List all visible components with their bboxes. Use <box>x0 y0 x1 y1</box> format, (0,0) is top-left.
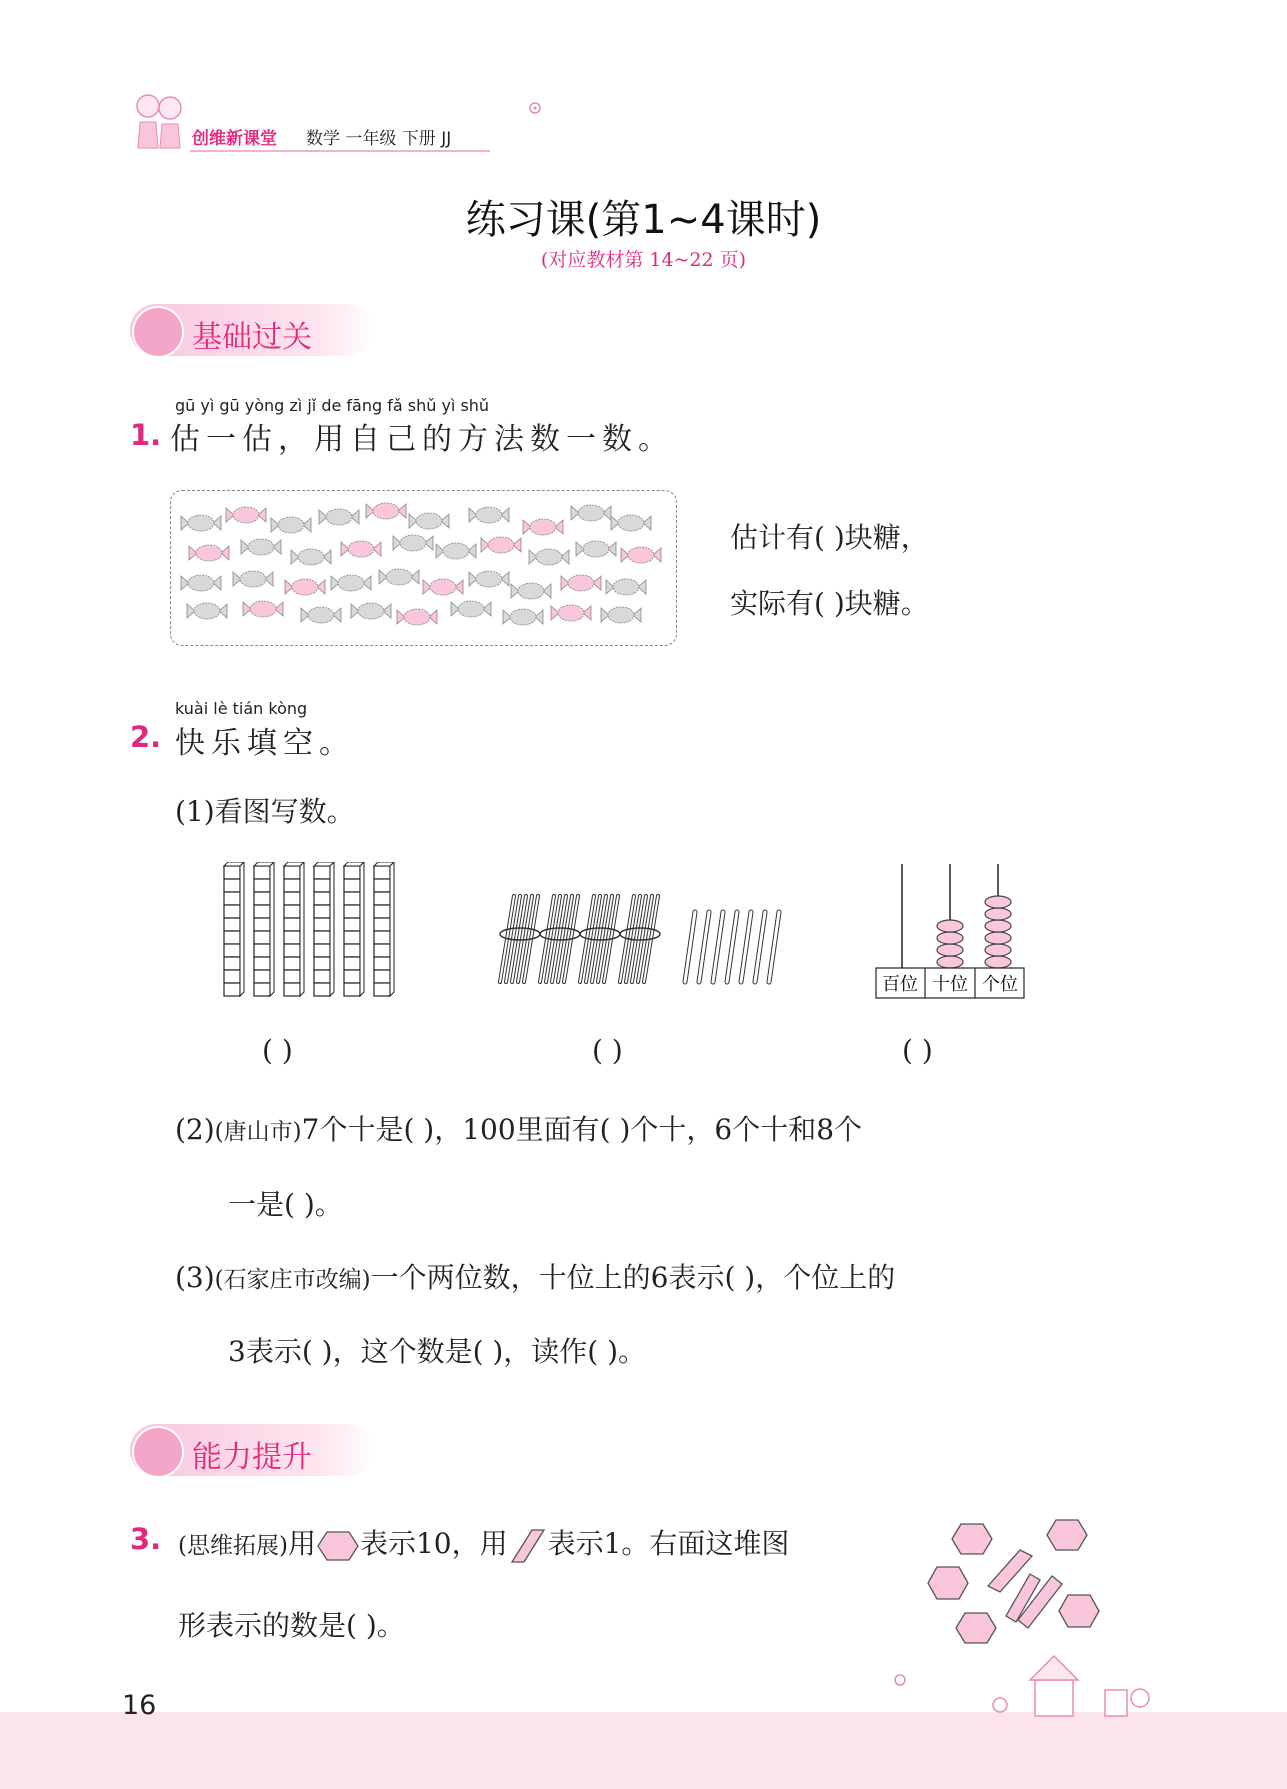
q2-part2-line1 <box>175 1108 862 1148</box>
candy-icon <box>181 575 221 591</box>
candy-icon <box>571 505 611 521</box>
candy-icon <box>331 575 371 591</box>
single-stick <box>769 912 779 982</box>
answer-blank-abacus: ( ) <box>902 1034 933 1067</box>
q1-estimate: 估计有( )块糖， <box>730 521 929 554</box>
candy-icon <box>481 537 521 553</box>
single-stick <box>741 912 751 982</box>
candy-icon <box>423 579 463 595</box>
abacus-bead <box>985 920 1011 932</box>
candy-icon <box>341 541 381 557</box>
ten-rod <box>254 862 274 996</box>
page-header <box>130 88 490 154</box>
q2-part2-line2: 一是( )。 <box>228 1188 343 1221</box>
candy-icon <box>233 571 273 587</box>
q1-text: 估一估，用自己的方法数一数。 <box>170 422 674 457</box>
candy-icon <box>621 547 661 563</box>
q2-part3-line1 <box>175 1256 895 1296</box>
abacus-label-ones: 个位 <box>982 974 1018 995</box>
q2-part3-text1: 一个两位数，十位上的6表示( )，个位上的 <box>370 1261 896 1294</box>
candy-icon <box>285 579 325 595</box>
candy-icon <box>319 509 359 525</box>
q3-source: (思维拓展) <box>178 1533 288 1559</box>
candy-icon <box>301 607 341 623</box>
candy-icon <box>511 583 551 599</box>
castle-decoration-icon <box>880 1650 1170 1720</box>
candy-icon <box>523 519 563 535</box>
candy-icon <box>351 603 391 619</box>
section-title-advanced: 能力提升 <box>192 1440 312 1475</box>
shape-pile-figure <box>920 1510 1120 1660</box>
answer-blank-bundles: ( ) <box>592 1034 623 1067</box>
candy-picture <box>170 490 677 646</box>
q1-number: 1. <box>130 418 162 452</box>
q2-part2-text1: 7个十是( )，100里面有( )个十，6个十和8个 <box>301 1113 863 1146</box>
candy-icon <box>379 569 419 585</box>
page-subtitle: (对应教材第 14~22 页) <box>540 249 747 271</box>
abacus-bead <box>985 908 1011 920</box>
candy-icon <box>243 601 283 617</box>
q2-part2-source: (唐山市) <box>214 1119 302 1145</box>
kids-logo-icon <box>130 88 190 154</box>
hexagon-shape <box>1047 1520 1087 1550</box>
flower-icon <box>524 98 546 118</box>
candy-icon <box>366 503 406 519</box>
candy-icon <box>181 515 221 531</box>
q2-pinyin: kuài lè tián kòng <box>175 699 308 718</box>
mascot-icon <box>132 306 184 358</box>
stick-bundle <box>500 896 540 982</box>
candy-icon <box>503 609 543 625</box>
candy-icon <box>189 545 229 561</box>
candy-icon <box>601 607 641 623</box>
q3-number: 3. <box>130 1522 162 1556</box>
ten-rods-figure <box>220 862 420 1002</box>
abacus-bead <box>985 932 1011 944</box>
ten-rod <box>344 862 364 996</box>
candy-icon <box>436 543 476 559</box>
q3-text-b: 表示10，用 <box>359 1527 508 1560</box>
q3-line2: 形表示的数是( )。 <box>178 1609 405 1642</box>
q2-part3-prefix: (3) <box>175 1261 215 1294</box>
single-stick <box>699 912 709 982</box>
candy-icon <box>529 549 569 565</box>
candy-icon <box>561 575 601 591</box>
candy-icon <box>271 517 311 533</box>
page-title: 练习课(第1~4课时) <box>465 197 822 243</box>
abacus-figure <box>874 862 1028 1002</box>
q2-text: 快乐填空。 <box>175 726 355 761</box>
section-title-basic: 基础过关 <box>192 320 312 355</box>
hexagon-shape <box>952 1524 992 1554</box>
candy-icon <box>576 541 616 557</box>
q2-part1-label: (1)看图写数。 <box>175 795 355 828</box>
stick-bundle <box>620 896 660 982</box>
book-info: 数学 一年级 下册 JJ <box>306 129 452 149</box>
hexagon-icon <box>316 1529 360 1563</box>
single-stick <box>685 912 695 982</box>
mascot-icon <box>132 1426 184 1478</box>
ten-rod <box>224 862 244 996</box>
candy-icon <box>469 507 509 523</box>
stick-bundle <box>540 896 580 982</box>
q2-number: 2. <box>130 720 162 754</box>
candy-icon <box>226 507 266 523</box>
candy-icon <box>611 515 651 531</box>
q3-line1 <box>178 1522 789 1564</box>
ten-rod <box>374 862 394 996</box>
abacus-bead <box>985 956 1011 968</box>
candy-icon <box>551 605 591 621</box>
q3-text-a: 用 <box>287 1527 316 1560</box>
single-stick <box>713 912 723 982</box>
header-divider <box>190 150 490 152</box>
abacus-bead <box>937 920 963 932</box>
candy-icon <box>291 549 331 565</box>
candy-icon <box>469 571 509 587</box>
q1-pinyin: gū yì gū yòng zì jǐ de fāng fǎ shǔ yì shǔ <box>175 396 490 415</box>
abacus-bead <box>937 932 963 944</box>
candy-icon <box>187 603 227 619</box>
series-name: 创维新课堂 <box>192 129 277 149</box>
candy-icon <box>451 601 491 617</box>
candy-illustration <box>171 491 676 645</box>
stick-bundles-figure <box>490 890 800 1000</box>
abacus-bead <box>985 944 1011 956</box>
parallelogram-icon <box>508 1528 548 1564</box>
answer-blank-rods: ( ) <box>262 1034 293 1067</box>
hexagon-shape <box>956 1613 996 1643</box>
footer-band <box>0 1712 1287 1789</box>
candy-icon <box>393 535 433 551</box>
candy-icon <box>409 513 449 529</box>
q1-actual: 实际有( )块糖。 <box>730 587 929 620</box>
hexagon-shape <box>1059 1595 1099 1627</box>
abacus-bead <box>985 896 1011 908</box>
q2-part2-prefix: (2) <box>175 1113 215 1146</box>
ten-rod <box>284 862 304 996</box>
abacus-label-tens: 十位 <box>932 974 968 995</box>
q3-text-c: 表示1。右面这堆图 <box>547 1527 790 1560</box>
page-number: 16 <box>122 1690 157 1721</box>
hexagon-shape <box>928 1567 968 1599</box>
candy-icon <box>241 539 281 555</box>
candy-icon <box>606 579 646 595</box>
single-stick <box>755 912 765 982</box>
abacus-bead <box>937 956 963 968</box>
stick-bundle <box>580 896 620 982</box>
abacus-bead <box>937 944 963 956</box>
q2-part3-line2: 3表示( )，这个数是( )，读作( )。 <box>228 1335 647 1368</box>
candy-icon <box>397 609 437 625</box>
ten-rod <box>314 862 334 996</box>
abacus-label-hundreds: 百位 <box>882 974 918 995</box>
single-stick <box>727 912 737 982</box>
q2-part3-source: (石家庄市改编) <box>214 1267 371 1293</box>
